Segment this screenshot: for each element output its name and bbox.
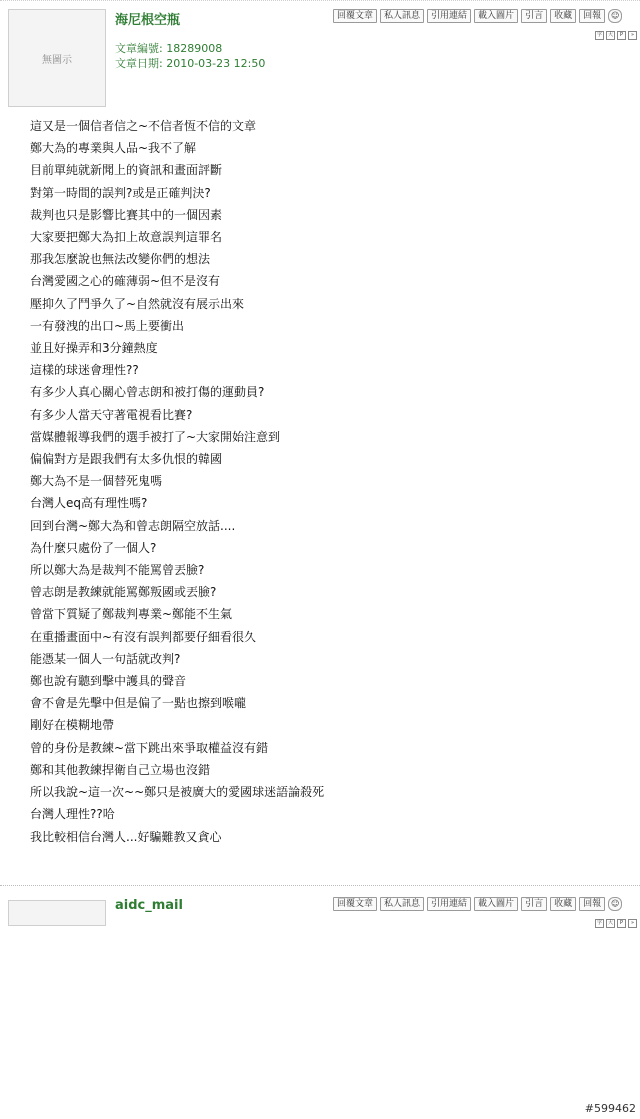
- reply-button[interactable]: 回覆文章: [333, 897, 377, 911]
- content-line: 會不會是先擊中但是偏了一點也擦到喉嚨: [30, 696, 247, 711]
- content-line: 曾的身份是教練~當下跳出來爭取權益沒有錯: [30, 740, 269, 755]
- post-2: [0, 885, 640, 926]
- post-date-label: 文章日期:: [115, 57, 163, 70]
- content-line: 鄭大為的專業與人品~我不了解: [30, 141, 197, 156]
- content-line: 剛好在模糊地帶: [30, 718, 115, 733]
- content-line: 台灣人理性??哈: [30, 807, 115, 822]
- content-line: 對第一時間的誤判?或是正確判決?: [30, 185, 211, 200]
- content-line: 為什麼只處份了一個人?: [30, 540, 157, 555]
- author-name[interactable]: aidc_mail: [115, 898, 183, 913]
- post-content: [30, 115, 324, 848]
- content-line: 那我怎麼說也無法改變你們的想法: [30, 252, 211, 267]
- content-line: 回到台灣~鄭大為和曾志朗隔空放話....: [30, 518, 236, 533]
- avatar-placeholder: [8, 900, 106, 926]
- report-button[interactable]: 回報: [579, 897, 605, 911]
- content-line: 台灣愛國之心的確薄弱~但不是沒有: [30, 274, 221, 289]
- private-message-button[interactable]: 私人訊息: [380, 897, 424, 911]
- content-line: 當媒體報導我們的選手被打了~大家開始注意到: [30, 429, 281, 444]
- mini-icon-4[interactable]: »: [628, 31, 637, 40]
- mini-icon-1[interactable]: 字: [596, 920, 602, 926]
- report-button[interactable]: 回報: [579, 9, 605, 23]
- post-date: [115, 56, 265, 71]
- mini-icon-3[interactable]: P: [617, 919, 626, 928]
- content-line: 曾志朗是教練就能罵鄭叛國或丟臉?: [30, 585, 217, 600]
- mini-icon-2[interactable]: 大: [607, 920, 613, 926]
- mini-icon-1[interactable]: 字: [596, 32, 602, 38]
- smiley-icon[interactable]: ☺: [608, 9, 622, 23]
- content-line: 在重播畫面中~有沒有誤判都要仔細看很久: [30, 629, 257, 644]
- load-images-button[interactable]: 載入圖片: [474, 9, 518, 23]
- mini-icon-4[interactable]: »: [628, 919, 637, 928]
- content-line: 我比較相信台灣人...好騙難教又貪心: [30, 829, 222, 844]
- content-line: 有多少人真心關心曾志朗和被打傷的運動員?: [30, 385, 265, 400]
- content-line: 大家要把鄭大為扣上故意誤判這罪名: [30, 230, 223, 245]
- content-line: 鄭大為不是一個替死鬼嗎: [30, 474, 163, 489]
- content-line: 偏偏對方是跟我們有太多仇恨的韓國: [30, 452, 223, 467]
- load-images-button[interactable]: 載入圖片: [474, 897, 518, 911]
- mini-icon-3[interactable]: P: [617, 31, 626, 40]
- post-id-label: 文章編號:: [115, 42, 163, 55]
- quote-link-button[interactable]: 引用連結: [427, 897, 471, 911]
- content-line: 鄭和其他教練捍衛自己立場也沒錯: [30, 762, 211, 777]
- post-date-value: 2010-03-23 12:50: [166, 57, 266, 70]
- content-line: 目前單純就新聞上的資訊和畫面評斷: [30, 163, 223, 178]
- mini-controls: [595, 919, 637, 928]
- favorite-button[interactable]: 收藏: [550, 897, 576, 911]
- content-line: 有多少人當天守著電視看比賽?: [30, 407, 193, 422]
- content-line: 壓抑久了鬥爭久了~自然就沒有展示出來: [30, 296, 245, 311]
- image-id-watermark: #599462: [584, 1102, 636, 1115]
- content-line: 這樣的球迷會理性??: [30, 363, 139, 378]
- content-line: 裁判也只是影響比賽其中的一個因素: [30, 207, 223, 222]
- private-message-button[interactable]: 私人訊息: [380, 9, 424, 23]
- content-line: 曾當下質疑了鄭裁判專業~鄭能不生氣: [30, 607, 233, 622]
- content-line: 所以鄭大為是裁判不能罵曾丟臉?: [30, 563, 205, 578]
- avatar-text: 無圖示: [42, 54, 72, 66]
- reply-button[interactable]: 回覆文章: [333, 9, 377, 23]
- author-name[interactable]: 海尼根空瓶: [115, 13, 181, 28]
- mini-icon-2[interactable]: 大: [607, 32, 613, 38]
- content-line: 能憑某一個人一句話就改判?: [30, 651, 181, 666]
- quote-button[interactable]: 引言: [521, 9, 547, 23]
- content-line: 一有發洩的出口~馬上要衝出: [30, 318, 185, 333]
- post-id: [115, 41, 222, 56]
- post-id-value: 18289008: [166, 42, 223, 55]
- content-line: 台灣人eq高有理性嗎?: [30, 496, 148, 511]
- quote-button[interactable]: 引言: [521, 897, 547, 911]
- content-line: 這又是一個信者信之~不信者恆不信的文章: [30, 119, 257, 133]
- post-toolbar: [333, 9, 622, 23]
- smiley-icon[interactable]: ☺: [608, 897, 622, 911]
- content-line: 並且好操弄和3分鐘熱度: [30, 341, 158, 356]
- avatar-placeholder: [8, 9, 106, 107]
- post-toolbar: [333, 897, 622, 911]
- favorite-button[interactable]: 收藏: [550, 9, 576, 23]
- content-line: 鄭也說有聽到擊中護具的聲音: [30, 674, 187, 689]
- mini-controls: [595, 31, 637, 40]
- quote-link-button[interactable]: 引用連結: [427, 9, 471, 23]
- content-line: 所以我說~這一次~~鄭只是被廣大的愛國球迷語論殺死: [30, 785, 325, 800]
